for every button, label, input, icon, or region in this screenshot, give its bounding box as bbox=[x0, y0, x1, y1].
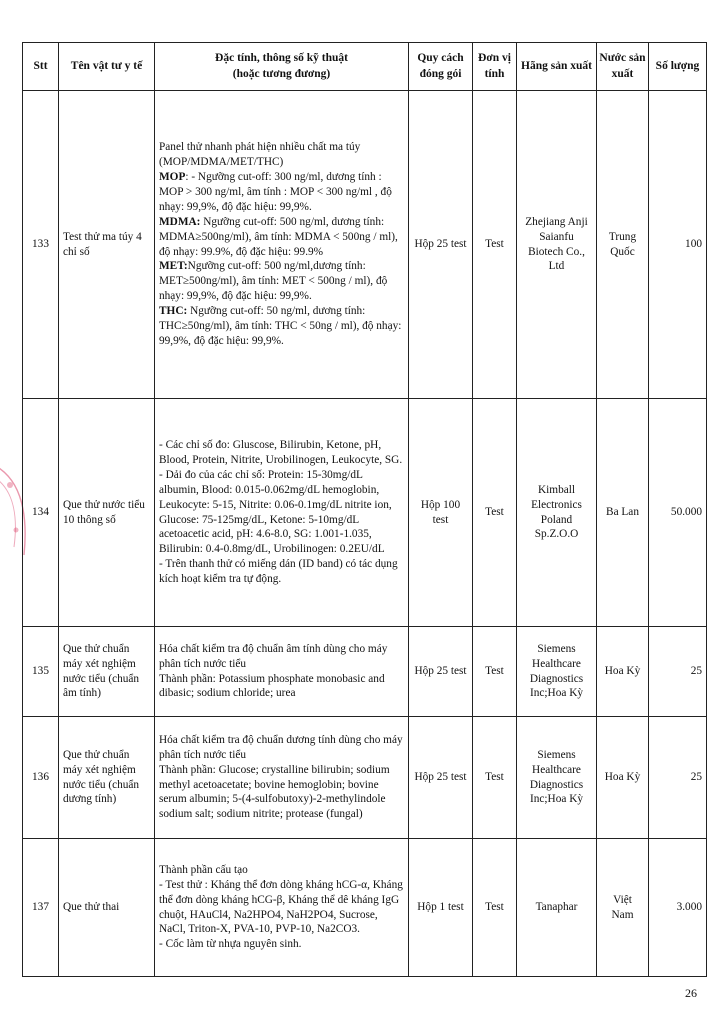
row-maker: Kimball Electronics Poland Sp.Z.O.O bbox=[517, 399, 597, 627]
row-stt: 136 bbox=[23, 717, 59, 839]
header-spec-line1: Đặc tính, thông số kỹ thuật bbox=[215, 52, 348, 65]
row-qty: 3.000 bbox=[649, 839, 707, 977]
header-spec bbox=[155, 43, 409, 91]
spec-line: Thành phần: Glucose; crystalline bilirubin; sodium methyl acetoacetate; bovine hemoglobin; bovine serum albumin; 5-(4-sulfobutoxy)-2-methylindole sodium salt; sodium nitrite; protease (fungal) bbox=[159, 763, 390, 821]
row-unit: Test bbox=[473, 717, 517, 839]
row-maker: Siemens Healthcare Diagnostics Inc;Hoa Kỳ bbox=[517, 627, 597, 717]
supply-table bbox=[22, 42, 707, 977]
table-row bbox=[23, 91, 707, 399]
row-qty: 100 bbox=[649, 91, 707, 399]
spec-line bbox=[159, 215, 404, 260]
spec-line: Thành phần: Potassium phosphate monobasic and dibasic; sodium chloride; urea bbox=[159, 672, 385, 700]
row-spec bbox=[155, 717, 409, 839]
row-name: Que thử chuẩn máy xét nghiệm nước tiểu (chuẩn âm tính) bbox=[59, 627, 155, 717]
row-spec bbox=[155, 839, 409, 977]
row-unit: Test bbox=[473, 91, 517, 399]
spec-key: MOP bbox=[159, 170, 186, 183]
header-stt: Stt bbox=[23, 43, 59, 91]
header-spec-line2: (hoặc tương đương) bbox=[232, 67, 331, 80]
row-unit: Test bbox=[473, 627, 517, 717]
spec-text: Ngưỡng cut-off: 50 ng/ml, dương tính: THC≥50ng/ml), âm tính: THC < 50ng / ml), độ nhạy: 99,9%, độ đặc hiệu: 99,9%. bbox=[159, 305, 402, 347]
row-stt: 134 bbox=[23, 399, 59, 627]
row-stt: 133 bbox=[23, 91, 59, 399]
spec-line: - Trên thanh thử có miếng dán (ID band) có tác dụng kích hoạt kiểm tra tự động. bbox=[159, 558, 398, 586]
row-stt: 137 bbox=[23, 839, 59, 977]
row-country: Ba Lan bbox=[597, 399, 649, 627]
spec-line bbox=[159, 259, 404, 304]
row-maker: Tanaphar bbox=[517, 839, 597, 977]
header-qty: Số lượng bbox=[649, 43, 707, 91]
spec-key: THC: bbox=[159, 305, 188, 318]
row-pack: Hộp 25 test bbox=[409, 627, 473, 717]
spec-line: Hóa chất kiểm tra độ chuẩn âm tính dùng cho máy phân tích nước tiểu bbox=[159, 642, 388, 670]
spec-text: Ngưỡng cut-off: 500 ng/ml,dương tính: MET≥500ng/ml), âm tính: MET < 500ng / ml), độ nhạy: 99,9%, độ đặc hiệu: 99,9%. bbox=[159, 260, 388, 303]
row-name: Que thử nước tiểu 10 thông số bbox=[59, 399, 155, 627]
row-spec bbox=[155, 399, 409, 627]
row-stt: 135 bbox=[23, 627, 59, 717]
header-name: Tên vật tư y tế bbox=[59, 43, 155, 91]
spec-line: - Test thử : Kháng thể đơn dòng kháng hCG-α, Kháng thể đơn dòng kháng hCG-β, Kháng thể dê kháng IgG chuột, HAuCl4, Na2HPO4, NaH2PO4, Sucrose, NaCl, Triton-X, PVA-10, PVP-10, Na2CO3. bbox=[159, 878, 403, 936]
table-row bbox=[23, 399, 707, 627]
spec-text: Ngưỡng cut-off: 500 ng/ml, dương tính: MDMA≥500ng/ml), âm tính: MDMA < 500ng / ml), độ nhạy: 99.9%, độ đặc hiệu: 99.9% bbox=[159, 215, 398, 258]
row-country: Trung Quốc bbox=[597, 91, 649, 399]
table-row bbox=[23, 627, 707, 717]
header-unit: Đơn vị tính bbox=[473, 43, 517, 91]
table-header-row bbox=[23, 43, 707, 91]
header-country: Nước sản xuất bbox=[597, 43, 649, 91]
row-unit: Test bbox=[473, 399, 517, 627]
table-row bbox=[23, 717, 707, 839]
header-pack: Quy cách đóng gói bbox=[409, 43, 473, 91]
spec-line: - Các chỉ số đo: Gluscose, Bilirubin, Ketone, pH, Blood, Protein, Nitrite, Urobilinogen, Leukocyte, SG. bbox=[159, 438, 403, 466]
spec-line bbox=[159, 170, 404, 215]
row-pack: Hộp 25 test bbox=[409, 717, 473, 839]
row-spec bbox=[155, 91, 409, 399]
row-maker: Zhejiang Anji Saianfu Biotech Co., Ltd bbox=[517, 91, 597, 399]
header-maker: Hãng sản xuất bbox=[517, 43, 597, 91]
row-pack: Hộp 100 test bbox=[409, 399, 473, 627]
row-pack: Hộp 25 test bbox=[409, 91, 473, 399]
row-country: Việt Nam bbox=[597, 839, 649, 977]
row-name: Test thử ma túy 4 chỉ số bbox=[59, 91, 155, 399]
spec-key: MET: bbox=[159, 260, 188, 273]
row-country: Hoa Kỳ bbox=[597, 717, 649, 839]
spec-line bbox=[159, 304, 404, 349]
row-country: Hoa Kỳ bbox=[597, 627, 649, 717]
spec-key: MDMA: bbox=[159, 215, 201, 228]
row-pack: Hộp 1 test bbox=[409, 839, 473, 977]
row-spec bbox=[155, 627, 409, 717]
row-qty: 50.000 bbox=[649, 399, 707, 627]
table-row bbox=[23, 839, 707, 977]
spec-line: - Dải đo của các chỉ số: Protein: 15-30mg/dL albumin, Blood: 0.015-0.062mg/dL hemoglobin, Leukocyte: 5-15, Nitrite: 0.06-0.1mg/dL nitrite ion, Glucose: 75-125mg/dL, Ketone: 5-10mg/dL acetoacetic acid, pH: 4.6-8.0, SG: 1.001-1.035, Bilirubin: 0.4-0.8mg/dL, Urobilinogen: 0.2EU/dL bbox=[159, 468, 392, 556]
row-qty: 25 bbox=[649, 627, 707, 717]
spec-text: : - Ngưỡng cut-off: 300 ng/ml, dương tính : MOP > 300 ng/ml, âm tính : MOP < 300 ng/ml , độ nhạy: 99,9%, độ đặc hiệu: 99,9%. bbox=[159, 170, 392, 213]
spec-line: Panel thử nhanh phát hiện nhiều chất ma túy (MOP/MDMA/MET/THC) bbox=[159, 141, 361, 169]
spec-line: Hóa chất kiểm tra độ chuẩn dương tính dùng cho máy phân tích nước tiểu bbox=[159, 733, 403, 761]
spec-line: Thành phần cấu tạo bbox=[159, 863, 248, 876]
spec-line: - Cốc làm từ nhựa nguyên sinh. bbox=[159, 938, 302, 951]
row-qty: 25 bbox=[649, 717, 707, 839]
page-number: 26 bbox=[685, 986, 697, 1000]
row-maker: Siemens Healthcare Diagnostics Inc;Hoa Kỳ bbox=[517, 717, 597, 839]
row-name: Que thử thai bbox=[59, 839, 155, 977]
row-unit: Test bbox=[473, 839, 517, 977]
row-name: Que thử chuẩn máy xét nghiệm nước tiểu (chuẩn dương tính) bbox=[59, 717, 155, 839]
